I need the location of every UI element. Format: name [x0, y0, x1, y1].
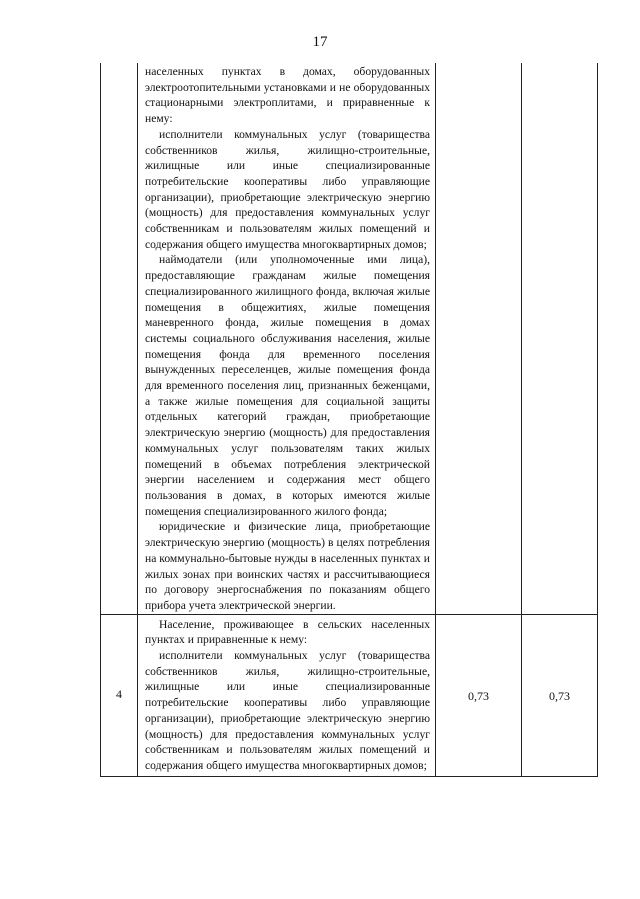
paragraph: наймодатели (или уполномоченные ими лица), предоставляющие гражданам жилые помещения специализированного жилищного фонда, включая жилые помещения в общежитиях, жилые помещения маневренного фонда, жилые помещения в домах системы социального обслуживания населения, жилые помещения фонда для временного поселения вынужденных переселенцев, жилые помещения фонда для временного поселения лиц, признанных беженцами, а также жилые помещения для социальной защиты отдельных категорий граждан, приобретающие электрическую энергию (мощность) для предоставления коммунальных услуг пользователям таких жилых помещений в объемах потребления электрической энергии населением и содержания мест общего пользования в домах, в которых имеются жилые помещения специализированного жилого фонда;: [145, 253, 430, 518]
value-cell-1: [436, 63, 522, 614]
paragraph: населенных пунктах в домах, оборудованных электроотопительными установками и не оборудованных стационарными электроплитами, и приравненные к нему:: [145, 65, 430, 126]
table-row-continuation: [101, 63, 598, 614]
description-cell: [138, 63, 436, 614]
value-cell-1: 0,73: [436, 614, 522, 776]
paragraph: исполнители коммунальных услуг (товарищества собственников жилья, жилищно-строительные, жилищные или иные специализированные потребительские кооперативы либо управляющие организации), приобретающие электрическую энергию (мощность) для предоставления коммунальных услуг собственникам и пользователям жилых помещений и содержания общего имущества многоквартирных домов;: [145, 649, 430, 772]
row-number-cell: [101, 63, 138, 614]
table-row-4: [101, 614, 598, 776]
tariff-table: [100, 63, 598, 777]
page-number: 17: [312, 34, 328, 50]
description-cell: [138, 614, 436, 776]
value-cell-2: 0,73: [522, 614, 598, 776]
paragraph: юридические и физические лица, приобретающие электрическую энергию (мощность) в целях потребления на коммунально-бытовые нужды в населенных пунктах и жилых зонах при воинских частях и рассчитывающиеся по договору энергоснабжения по показаниям общего прибора учета электрической энергии.: [145, 520, 430, 612]
value-cell-2: [522, 63, 598, 614]
paragraph: исполнители коммунальных услуг (товарищества собственников жилья, жилищно-строительные, жилищные или иные специализированные потребительские кооперативы либо управляющие организации), приобретающие электрическую энергию (мощность) для предоставления коммунальных услуг собственникам и пользователям жилых помещений и содержания общего имущества многоквартирных домов;: [145, 127, 430, 251]
row-number-cell: 4: [101, 614, 138, 776]
paragraph: Население, проживающее в сельских населенных пунктах и приравненные к нему:: [145, 617, 430, 647]
